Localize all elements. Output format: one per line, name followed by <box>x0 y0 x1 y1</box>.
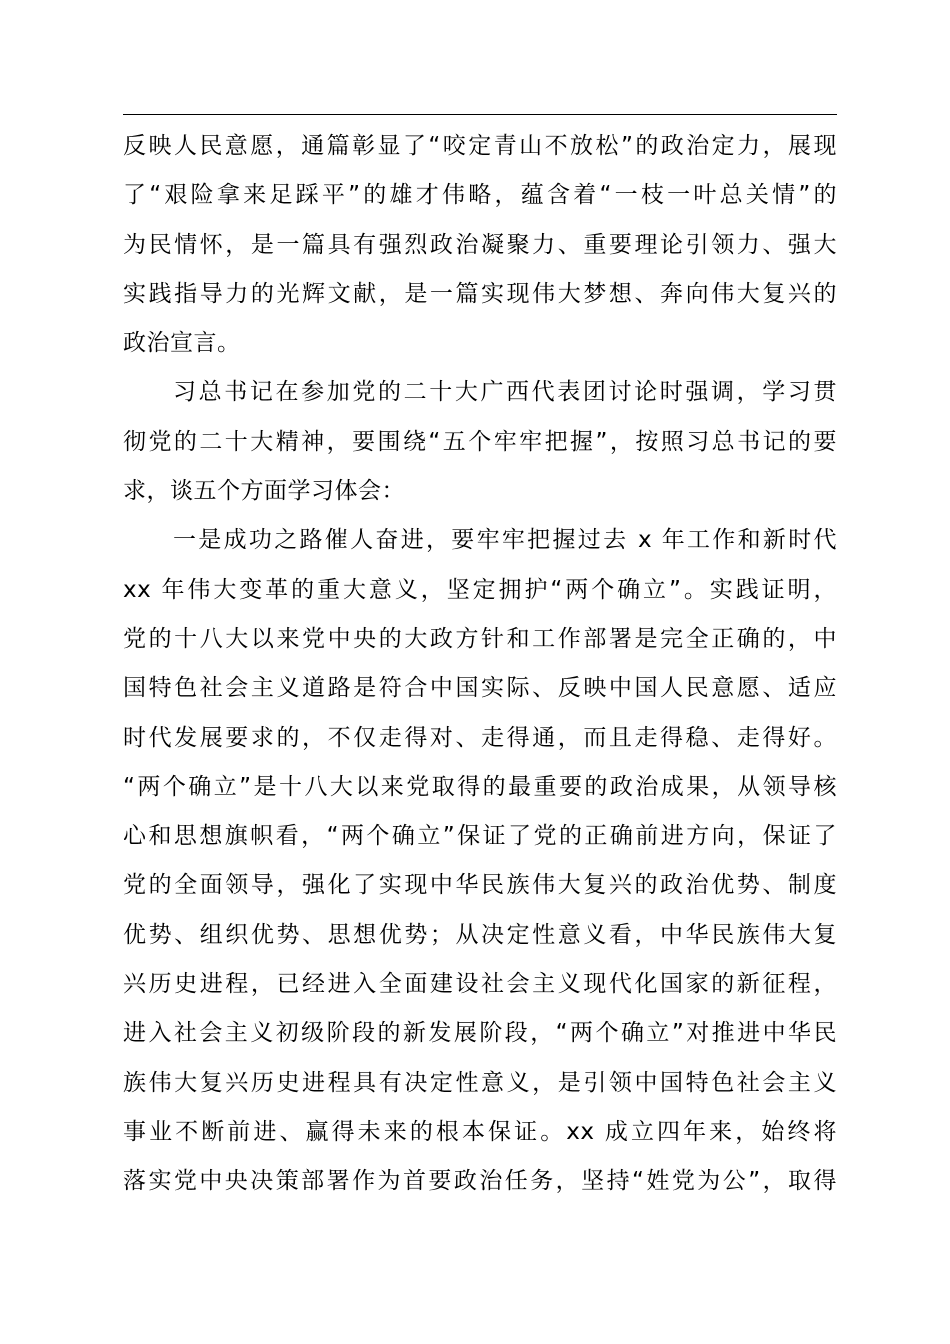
text-line: 族伟大复兴历史进程具有决定性意义，是引领中国特色社会主义 <box>123 1069 837 1096</box>
text-line: 实践指导力的光辉文献，是一篇实现伟大梦想、奔向伟大复兴的 <box>123 280 837 307</box>
text-line: 事业不断前进、赢得未来的根本保证。xx 成立四年来，始终将 <box>123 1118 837 1145</box>
text-line: 时代发展要求的，不仅走得对、走得通，而且走得稳、走得好。 <box>123 724 837 751</box>
text-line: 兴历史进程，已经进入全面建设社会主义现代化国家的新征程， <box>123 971 837 998</box>
text-line: 优势、组织优势、思想优势；从决定性意义看，中华民族伟大复 <box>123 921 837 948</box>
header-rule <box>123 114 837 115</box>
text-line: 落实党中央决策部署作为首要政治任务，坚持“姓党为公”，取得 <box>123 1168 837 1195</box>
text-line: 国特色社会主义道路是符合中国实际、反映中国人民意愿、适应 <box>123 675 837 702</box>
paragraph-start-line: 一是成功之路催人奋进，要牢牢把握过去 x 年工作和新时代 <box>173 527 837 554</box>
text-line: 党的十八大以来党中央的大政方针和工作部署是完全正确的，中 <box>123 625 837 652</box>
text-line: 求，谈五个方面学习体会： <box>123 478 405 505</box>
text-line: 为民情怀，是一篇具有强烈政治凝聚力、重要理论引领力、强大 <box>123 231 837 258</box>
text-line: 了“艰险拿来足踩平”的雄才伟略，蕴含着“一枝一叶总关情”的 <box>123 182 837 209</box>
text-line: xx 年伟大变革的重大意义，坚定拥护“两个确立”。实践证明， <box>123 576 837 603</box>
text-line: 反映人民意愿，通篇彰显了“咬定青山不放松”的政治定力，展现 <box>123 133 837 159</box>
paragraph-start-line: 习总书记在参加党的二十大广西代表团讨论时强调，学习贯 <box>173 379 837 406</box>
document-body <box>123 122 837 1207</box>
text-line: 党的全面领导，强化了实现中华民族伟大复兴的政治优势、制度 <box>123 872 837 899</box>
text-line: 心和思想旗帜看，“两个确立”保证了党的正确前进方向，保证了 <box>123 823 837 850</box>
text-line: 进入社会主义初级阶段的新发展阶段，“两个确立”对推进中华民 <box>123 1020 837 1047</box>
text-line: 彻党的二十大精神，要围绕“五个牢牢把握”，按照习总书记的要 <box>123 428 837 455</box>
text-line: 政治宣言。 <box>123 330 241 357</box>
text-line: “两个确立”是十八大以来党取得的最重要的政治成果，从领导核 <box>123 773 837 800</box>
